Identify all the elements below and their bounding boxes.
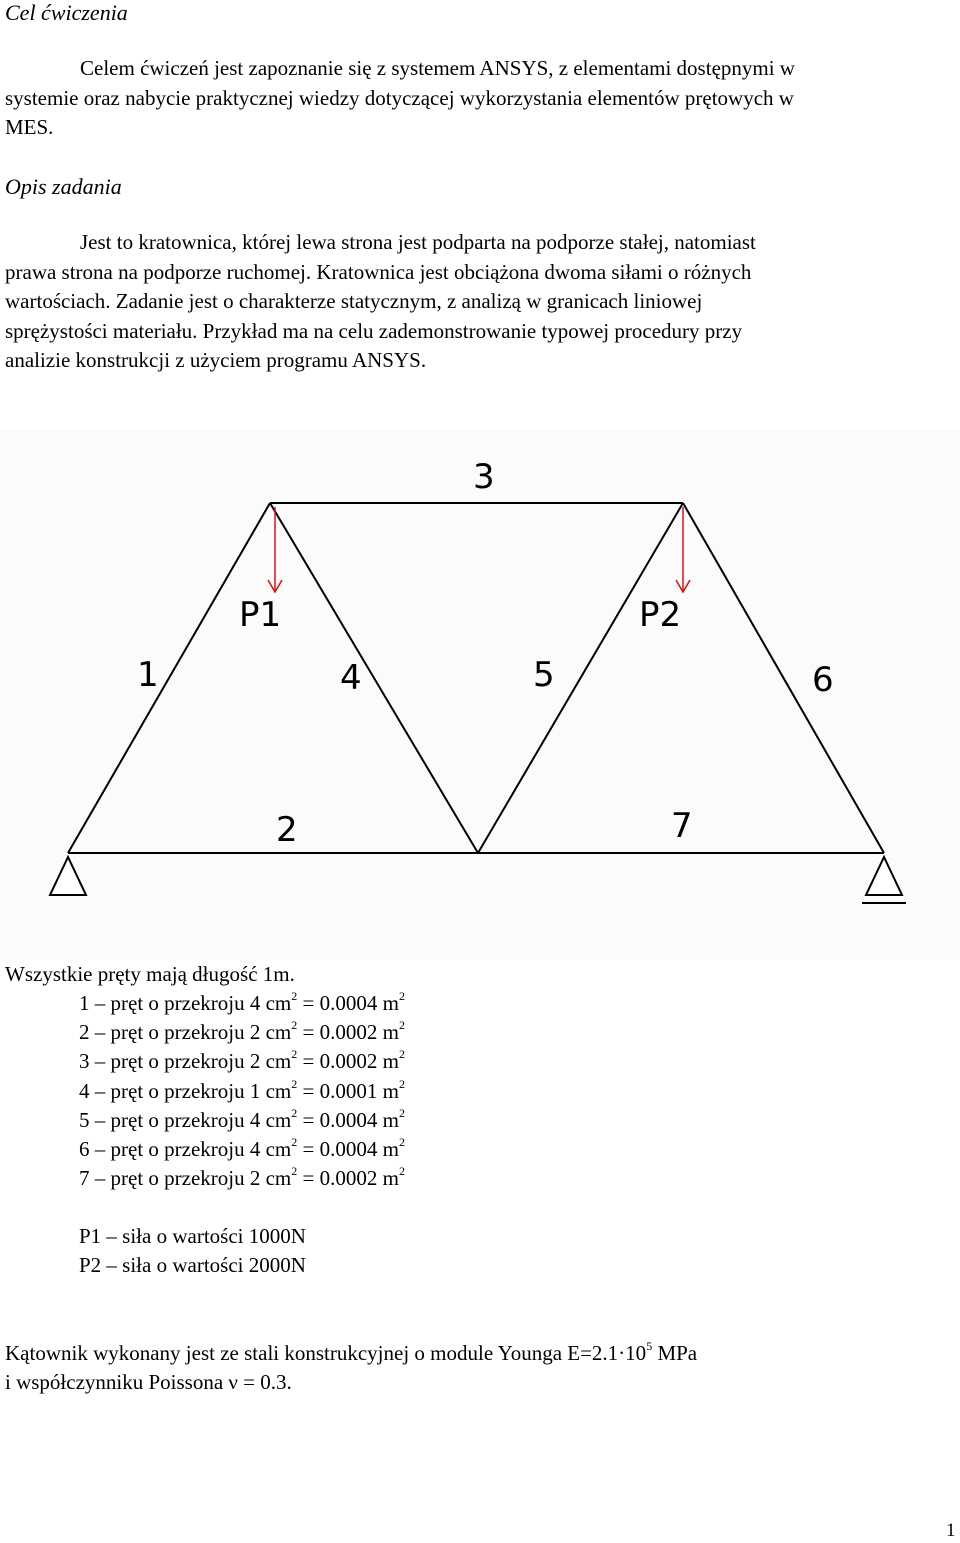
truss-figure	[0, 430, 960, 960]
paragraph-opis	[5, 228, 955, 376]
bar-item: 6 – pręt o przekroju 4 $cm^2 = 0.0004$ $m^2$	[79, 1135, 405, 1162]
bar-item: 4 – pręt o przekroju 1 $cm^2 = 0.0001$ $m^2$	[79, 1076, 405, 1103]
load-label-p2: P2	[639, 595, 682, 635]
heading-opis-zadania: Opis zadania	[5, 174, 122, 199]
forces-list	[79, 1222, 306, 1280]
page-number: 1	[946, 1520, 956, 1541]
force-item-p2: P2 – siła o wartości 2000N	[79, 1253, 306, 1278]
member-label-1: 1	[137, 655, 159, 695]
member-label-7: 7	[671, 806, 693, 846]
paragraph-line: wartościach. Zadanie jest o charakterze statycznym, z analizą w granicach liniowej	[5, 289, 703, 314]
member-label-5: 5	[533, 655, 555, 695]
paragraph-line: Celem ćwiczeń jest zapoznanie się z systemem ANSYS, z elementami dostępnymi w	[80, 56, 795, 80]
paragraph-line: Jest to kratownica, której lewa strona jest podparta na podporze stałej, natomiast	[80, 230, 756, 254]
material-line-1: Kątownik wykonany jest ze stali konstrukcyjnej o module Younga $E=2.1\cdot 10^5$ MPa	[5, 1339, 698, 1365]
force-item-p1: P1 – siła o wartości 1000N	[79, 1224, 306, 1248]
bar-item: 3 – pręt o przekroju 2 $cm^2 = 0.0002$ $m^2$	[79, 1047, 405, 1074]
bars-intro: Wszystkie pręty mają długość 1m.	[5, 962, 295, 986]
member-label-4: 4	[340, 658, 362, 698]
paragraph-line: analizie konstrukcji z użyciem programu ANSYS.	[5, 348, 427, 373]
load-label-p1: P1	[239, 595, 282, 635]
bar-item: 7 – pręt o przekroju 2 $cm^2 = 0.0002$ $m^2$	[79, 1164, 405, 1191]
bar-item: 1 – pręt o przekroju 4 $cm^2 = 0.0004$ $m^2$	[79, 989, 405, 1015]
paragraph-line: prawa strona na podporze ruchomej. Kratownica jest obciążona dwoma siłami o różnych	[5, 259, 752, 284]
bars-list	[79, 989, 405, 1193]
bar-item: 5 – pręt o przekroju 4 $cm^2 = 0.0004$ $m^2$	[79, 1105, 405, 1132]
heading-cel-cwiczenia: Cel ćwiczenia	[5, 0, 128, 25]
bar-item: 2 – pręt o przekroju 2 $cm^2 = 0.0002$ $m^2$	[79, 1018, 405, 1045]
member-label-3: 3	[473, 457, 495, 497]
paragraph-line: sprężystości materiału. Przykład ma na celu zademonstrowanie typowej procedury przy	[5, 318, 743, 343]
paragraph-line: systemie oraz nabycie praktycznej wiedzy dotyczącej wykorzystania elementów prętowych w	[5, 85, 794, 110]
member-label-2: 2	[276, 810, 298, 850]
member-label-6: 6	[812, 660, 834, 700]
paragraph-cel	[5, 54, 955, 143]
material-text	[5, 1339, 955, 1397]
material-line-2: i współczynniku Poissona ν = 0.3.	[5, 1370, 292, 1395]
paragraph-line: MES.	[5, 115, 54, 140]
